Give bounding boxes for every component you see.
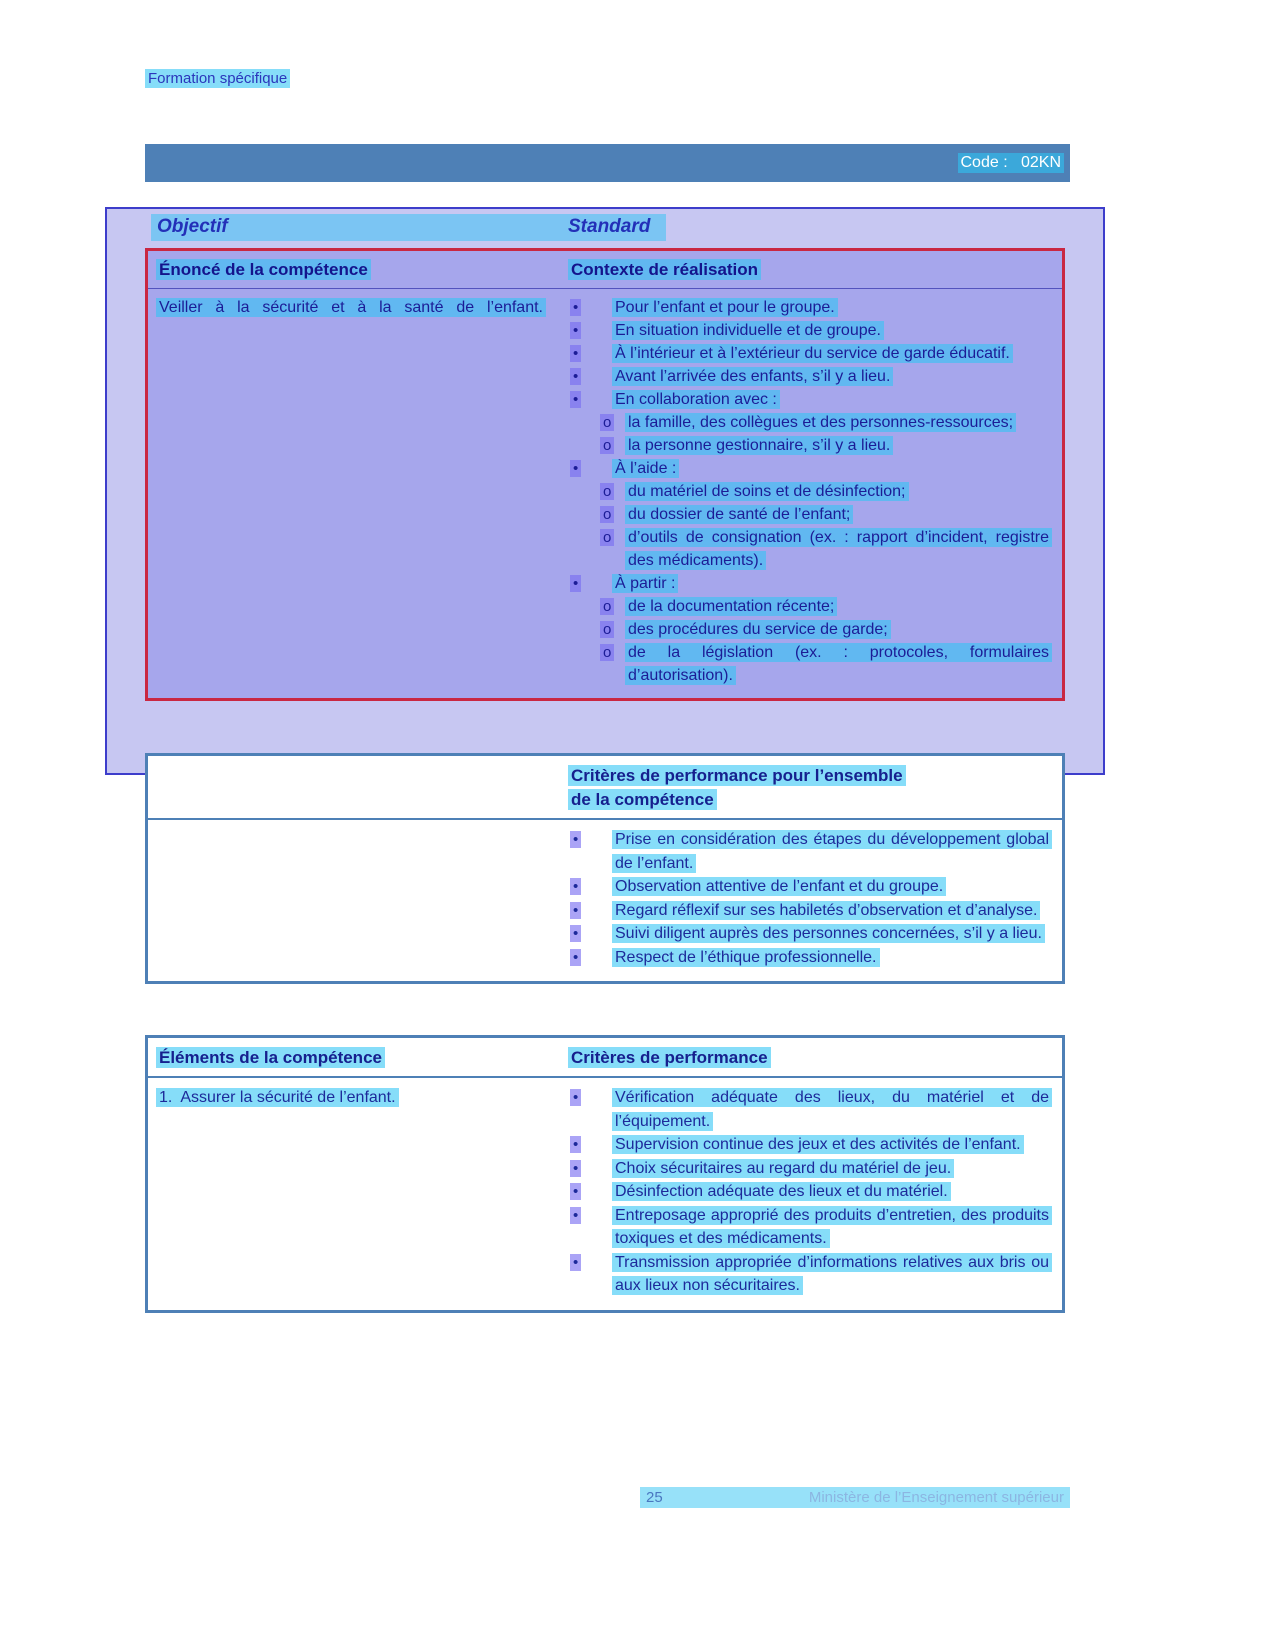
list-item xyxy=(568,875,1054,899)
list-item xyxy=(568,411,1054,434)
bullet-cell xyxy=(568,922,612,946)
bullet-icon: • xyxy=(570,1183,581,1200)
competence-table-header xyxy=(148,251,1062,289)
list-item xyxy=(568,595,1054,618)
bullet-icon: • xyxy=(570,299,581,316)
list-item-text-wrap xyxy=(612,1133,1054,1157)
list-item-text-wrap xyxy=(612,922,1054,946)
bullet-cell xyxy=(568,572,612,595)
bullet-cell xyxy=(568,296,612,319)
elements-column-header: Éléments de la compétence xyxy=(156,1046,568,1070)
bullet-cell xyxy=(598,434,625,457)
bullet-icon: • xyxy=(570,575,581,592)
bullet-icon: • xyxy=(570,368,581,385)
list-item-text-wrap xyxy=(625,641,1054,687)
list-item-text: de la documentation récente; xyxy=(625,597,837,616)
code-header-bar xyxy=(145,144,1070,182)
code-label: Code : 02KN xyxy=(960,154,1061,171)
bullet-icon: • xyxy=(570,925,581,942)
list-item-text-wrap xyxy=(612,899,1054,923)
bullet-cell xyxy=(568,1204,612,1251)
list-item xyxy=(568,1251,1054,1298)
list-item-text-wrap xyxy=(612,828,1054,875)
list-item-text-wrap xyxy=(612,319,1054,342)
list-item xyxy=(568,503,1054,526)
bullet-cell xyxy=(568,342,612,365)
list-item xyxy=(568,296,1054,319)
element-cell xyxy=(156,1086,568,1298)
list-item-text: la personne gestionnaire, s’il y a lieu. xyxy=(625,436,893,455)
list-item xyxy=(568,1204,1054,1251)
elements-table xyxy=(145,1035,1065,1313)
list-item xyxy=(568,365,1054,388)
list-item xyxy=(568,1180,1054,1204)
list-item xyxy=(568,342,1054,365)
elements-table-body xyxy=(148,1078,1062,1310)
list-item-text-wrap xyxy=(612,1086,1054,1133)
list-item-text: Regard réflexif sur ses habiletés d’observation et d’analyse. xyxy=(612,901,1040,920)
bullet-cell xyxy=(568,1251,612,1298)
list-item-text-wrap xyxy=(612,388,1054,411)
list-item-text-wrap xyxy=(612,875,1054,899)
bullet-icon: o xyxy=(600,598,614,615)
bullet-cell xyxy=(568,875,612,899)
list-item xyxy=(568,388,1054,411)
element-item: 1. Assurer la sécurité de l’enfant. xyxy=(156,1088,399,1107)
bullet-cell xyxy=(598,618,625,641)
empty-cell xyxy=(156,828,568,969)
list-item xyxy=(568,1133,1054,1157)
criteres-ensemble-table xyxy=(145,753,1065,984)
bullet-cell xyxy=(568,1157,612,1181)
list-item xyxy=(568,526,1054,572)
objectif-label: Objectif xyxy=(157,216,228,237)
bullet-icon: • xyxy=(570,1160,581,1177)
list-item-text-wrap xyxy=(612,1251,1054,1298)
section-label xyxy=(145,70,290,87)
list-item xyxy=(568,899,1054,923)
bullet-icon: o xyxy=(600,414,614,431)
list-item-text-wrap xyxy=(625,411,1054,434)
list-item-text: Prise en considération des étapes du développement global de l’enfant. xyxy=(612,830,1052,873)
bullet-icon: • xyxy=(570,345,581,362)
list-item-text: En situation individuelle et de groupe. xyxy=(612,321,884,340)
bullet-cell xyxy=(568,1086,612,1133)
objectif-standard-row xyxy=(151,214,666,241)
bullet-cell xyxy=(568,319,612,342)
list-item xyxy=(568,922,1054,946)
list-item-text-wrap xyxy=(625,434,1054,457)
list-item xyxy=(568,641,1054,687)
bullet-icon: o xyxy=(600,621,614,638)
list-item-text: de la législation (ex. : protocoles, formulaires d’autorisation). xyxy=(625,643,1052,685)
bullet-cell xyxy=(568,899,612,923)
list-item-text: Suivi diligent auprès des personnes concernées, s’il y a lieu. xyxy=(612,924,1045,943)
bullet-icon: o xyxy=(600,437,614,454)
list-item xyxy=(568,946,1054,970)
bullet-icon: • xyxy=(570,949,581,966)
list-item-text: Transmission appropriée d’informations relatives aux bris ou aux lieux non sécuritaires. xyxy=(612,1253,1052,1296)
list-item-text-wrap xyxy=(612,296,1054,319)
list-item-text: À l’aide : xyxy=(612,459,679,478)
bullet-icon: o xyxy=(600,644,614,661)
bullet-icon: • xyxy=(570,460,581,477)
bullet-icon: • xyxy=(570,902,581,919)
bullet-cell xyxy=(598,526,625,572)
bullet-cell xyxy=(568,1133,612,1157)
page-footer xyxy=(640,1487,1070,1508)
criteres-ensemble-header-row xyxy=(148,756,1062,820)
criteres-ensemble-list xyxy=(568,828,1054,969)
list-item-text: Désinfection adéquate des lieux et du matériel. xyxy=(612,1182,951,1201)
list-item-text-wrap xyxy=(625,480,1054,503)
criteres-ensemble-body xyxy=(148,820,1062,981)
list-item-text: Entreposage approprié des produits d’entretien, des produits toxiques et des médicaments. xyxy=(612,1206,1052,1249)
list-item-text: du dossier de santé de l’enfant; xyxy=(625,505,853,524)
page-number: 25 xyxy=(646,1489,663,1506)
bullet-icon: • xyxy=(570,322,581,339)
list-item-text-wrap xyxy=(612,572,1054,595)
bullet-cell xyxy=(568,388,612,411)
ministry-label: Ministère de l’Enseignement supérieur xyxy=(808,1489,1064,1506)
list-item-text: Respect de l’éthique professionnelle. xyxy=(612,948,880,967)
criteres-ensemble-header: Critères de performance pour l’ensemble de la compétence xyxy=(568,764,1054,812)
bullet-cell xyxy=(568,1180,612,1204)
bullet-cell xyxy=(598,503,625,526)
bullet-icon: o xyxy=(600,506,614,523)
competence-table xyxy=(145,248,1065,701)
bullet-cell xyxy=(598,411,625,434)
bullet-icon: • xyxy=(570,1089,581,1106)
list-item-text: Choix sécuritaires au regard du matériel de jeu. xyxy=(612,1159,954,1178)
list-item-text-wrap xyxy=(612,946,1054,970)
criteres-list xyxy=(568,1086,1054,1298)
list-item xyxy=(568,480,1054,503)
list-item-text: En collaboration avec : xyxy=(612,390,780,409)
list-item-text: d’outils de consignation (ex. : rapport d’incident, registre des médicaments). xyxy=(625,528,1052,570)
bullet-cell xyxy=(598,595,625,618)
list-item xyxy=(568,618,1054,641)
bullet-icon: o xyxy=(600,483,614,500)
list-item xyxy=(568,1157,1054,1181)
enonce-column-header: Énoncé de la compétence xyxy=(156,258,568,282)
bullet-icon: • xyxy=(570,391,581,408)
list-item-text: Supervision continue des jeux et des activités de l’enfant. xyxy=(612,1135,1024,1154)
bullet-cell xyxy=(568,828,612,875)
list-item-text: la famille, des collègues et des personnes-ressources; xyxy=(625,413,1016,432)
list-item-text: des procédures du service de garde; xyxy=(625,620,891,639)
list-item-text: du matériel de soins et de désinfection; xyxy=(625,482,909,501)
competence-statement: Veiller à la sécurité et à la santé de l’enfant. xyxy=(156,296,546,319)
list-item-text-wrap xyxy=(612,1157,1054,1181)
list-item-text-wrap xyxy=(625,503,1054,526)
list-item xyxy=(568,434,1054,457)
bullet-cell xyxy=(568,457,612,480)
list-item-text: Avant l’arrivée des enfants, s’il y a lieu. xyxy=(612,367,893,386)
list-item-text-wrap xyxy=(625,618,1054,641)
list-item-text-wrap xyxy=(612,342,1054,365)
empty-header-cell xyxy=(156,764,568,812)
bullet-icon: o xyxy=(600,529,614,546)
list-item xyxy=(568,1086,1054,1133)
section-label-text: Formation spécifique xyxy=(145,69,290,88)
elements-table-header xyxy=(148,1038,1062,1078)
list-item-text: Observation attentive de l’enfant et du groupe. xyxy=(612,877,946,896)
bullet-icon: • xyxy=(570,831,581,848)
list-item xyxy=(568,828,1054,875)
list-item-text: À l’intérieur et à l’extérieur du service de garde éducatif. xyxy=(612,344,1013,363)
bullet-icon: • xyxy=(570,1136,581,1153)
list-item-text-wrap xyxy=(612,457,1054,480)
bullet-cell xyxy=(598,480,625,503)
list-item xyxy=(568,319,1054,342)
list-item-text-wrap xyxy=(625,595,1054,618)
list-item-text: Pour l’enfant et pour le groupe. xyxy=(612,298,838,317)
list-item xyxy=(568,457,1054,480)
competence-table-body xyxy=(148,289,1062,698)
list-item-text-wrap xyxy=(625,526,1054,572)
list-item-text-wrap xyxy=(612,1204,1054,1251)
bullet-icon: • xyxy=(570,878,581,895)
bullet-icon: • xyxy=(570,1254,581,1271)
competence-statement-cell xyxy=(156,296,568,687)
bullet-cell xyxy=(568,365,612,388)
list-item-text: À partir : xyxy=(612,574,678,593)
list-item xyxy=(568,572,1054,595)
bullet-cell xyxy=(598,641,625,687)
context-list xyxy=(568,296,1054,687)
list-item-text-wrap xyxy=(612,1180,1054,1204)
list-item-text-wrap xyxy=(612,365,1054,388)
contexte-column-header: Contexte de réalisation xyxy=(568,258,1054,282)
standard-label: Standard xyxy=(568,216,651,237)
list-item-text: Vérification adéquate des lieux, du matériel et de l’équipement. xyxy=(612,1088,1052,1131)
bullet-icon: • xyxy=(570,1207,581,1224)
criteres-column-header: Critères de performance xyxy=(568,1046,1054,1070)
bullet-cell xyxy=(568,946,612,970)
